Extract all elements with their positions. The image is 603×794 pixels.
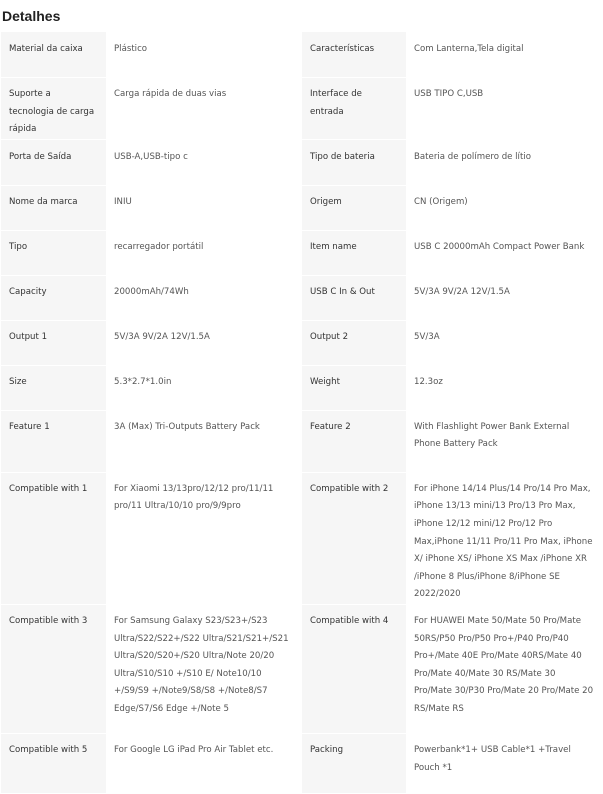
- spec-value: 5V/3A 9V/2A 12V/1.5A: [406, 275, 602, 320]
- table-row: [1, 139, 602, 185]
- spec-label: Interface de entrada: [302, 78, 406, 140]
- spec-value: With Flashlight Power Bank External Phone Battery Pack: [406, 410, 602, 472]
- spec-label: Output 1: [1, 320, 106, 365]
- table-row: [1, 320, 602, 365]
- spec-label: Tipo de bateria: [302, 139, 406, 185]
- spec-value: Com Lanterna,Tela digital: [406, 32, 602, 78]
- spec-value: Powerbank*1+ USB Cable*1 +Travel Pouch *1: [406, 733, 602, 793]
- table-row: [1, 733, 602, 793]
- spec-label: Item name: [302, 230, 406, 275]
- spec-label: Weight: [302, 365, 406, 410]
- spec-label: Suporte a tecnologia de carga rápida: [1, 78, 106, 140]
- table-row: [1, 185, 602, 230]
- spec-value: 5.3*2.7*1.0in: [106, 365, 302, 410]
- spec-label: Origem: [302, 185, 406, 230]
- table-row: [1, 604, 602, 733]
- spec-value: CN (Origem): [406, 185, 602, 230]
- spec-label: Compatible with 1: [1, 472, 106, 604]
- spec-value: For Google LG iPad Pro Air Tablet etc.: [106, 733, 302, 793]
- spec-label: Nome da marca: [1, 185, 106, 230]
- spec-value: For HUAWEI Mate 50/Mate 50 Pro/Mate 50RS/P50 Pro/P50 Pro+/P40 Pro/P40 Pro+/Mate 40E Pro/Mate 40RS/Mate 40 Pro/Mate 40/Mate 30 RS/Mate 30 Pro/Mate 30/P30 Pro/Mate 20 Pro/Mate 20 RS/Mate RS: [406, 604, 602, 733]
- spec-value: For Samsung Galaxy S23/S23+/S23 Ultra/S22/S22+/S22 Ultra/S21/S21+/S21 Ultra/S20/S20+/S20 Ultra/Note 20/20 Ultra/S10/S10 +/S10 E/ Note10/10 +/S9/S9 +/Note9/S8/S8 +/Note8/S7 Edge/S7/S6 Edge +/Note 5: [106, 604, 302, 733]
- spec-label: Feature 2: [302, 410, 406, 472]
- spec-label: Tipo: [1, 230, 106, 275]
- spec-value: 5V/3A: [406, 320, 602, 365]
- spec-value: USB C 20000mAh Compact Power Bank: [406, 230, 602, 275]
- section-title: Detalhes: [2, 8, 61, 24]
- spec-label: Capacity: [1, 275, 106, 320]
- spec-value: 3A (Max) Tri-Outputs Battery Pack: [106, 410, 302, 472]
- table-row: [1, 230, 602, 275]
- table-row: [1, 275, 602, 320]
- spec-label: Compatible with 3: [1, 604, 106, 733]
- spec-label: Compatible with 5: [1, 733, 106, 793]
- spec-label: Feature 1: [1, 410, 106, 472]
- table-row: [1, 78, 602, 140]
- spec-value: USB-A,USB-tipo c: [106, 139, 302, 185]
- spec-value: INIU: [106, 185, 302, 230]
- spec-label: Características: [302, 32, 406, 78]
- spec-value: 12.3oz: [406, 365, 602, 410]
- spec-value: For iPhone 14/14 Plus/14 Pro/14 Pro Max, iPhone 13/13 mini/13 Pro/13 Pro Max, iPhone 12/12 mini/12 Pro/12 Pro Max,iPhone 11/11 Pro/11 Pro Max, iPhone X/ iPhone XS/ iPhone XS Max /iPhone XR /iPhone 8 Plus/iPhone 8/iPhone SE 2022/2020: [406, 472, 602, 604]
- table-row: [1, 365, 602, 410]
- spec-value: USB TIPO C,USB: [406, 78, 602, 140]
- specs-table: [1, 32, 602, 794]
- spec-value: 5V/3A 9V/2A 12V/1.5A: [106, 320, 302, 365]
- table-row: [1, 32, 602, 78]
- spec-label: USB C In & Out: [302, 275, 406, 320]
- spec-value: For Xiaomi 13/13pro/12/12 pro/11/11 pro/11 Ultra/10/10 pro/9/9pro: [106, 472, 302, 604]
- spec-label: Output 2: [302, 320, 406, 365]
- spec-value: recarregador portátil: [106, 230, 302, 275]
- spec-label: Size: [1, 365, 106, 410]
- spec-value: Plástico: [106, 32, 302, 78]
- table-row: [1, 410, 602, 472]
- spec-value: Bateria de polímero de lítio: [406, 139, 602, 185]
- spec-label: Material da caixa: [1, 32, 106, 78]
- spec-label: Packing: [302, 733, 406, 793]
- spec-value: 20000mAh/74Wh: [106, 275, 302, 320]
- spec-label: Porta de Saída: [1, 139, 106, 185]
- spec-label: Compatible with 4: [302, 604, 406, 733]
- spec-label: Compatible with 2: [302, 472, 406, 604]
- table-row: [1, 472, 602, 604]
- spec-value: Carga rápida de duas vias: [106, 78, 302, 140]
